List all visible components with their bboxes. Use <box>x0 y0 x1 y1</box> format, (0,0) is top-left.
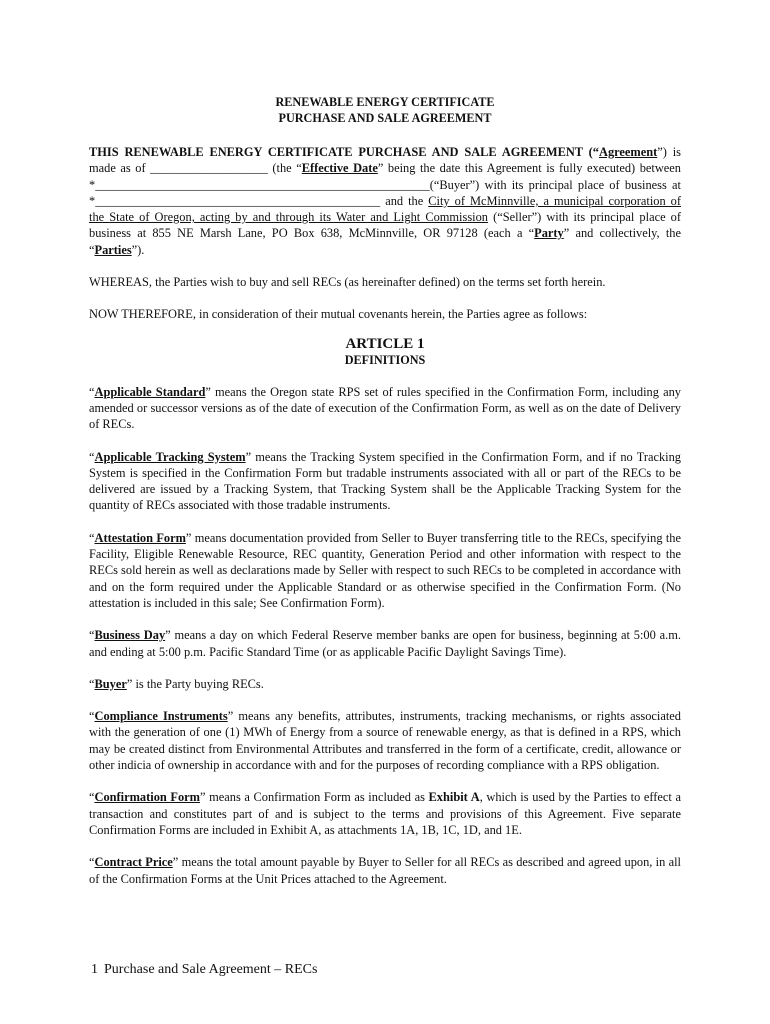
definition-text-a: ” means a Confirmation Form as included as <box>199 790 429 805</box>
intro-lead: THIS RENEWABLE ENERGY CERTIFICATE PURCHASE AND SALE AGREEMENT (“ <box>89 145 600 159</box>
term-confirmation-form: Confirmation Form <box>94 790 200 805</box>
definition-item <box>89 449 681 514</box>
title-line-1: RENEWABLE ENERGY CERTIFICATE <box>275 95 495 109</box>
definition-text: ” means a day on which Federal Reserve member banks are open for business, beginning at 5:00 a.m. and ending at 5:00 p.m. Pacific Standard Time (or as applicable Pacific Daylight Savings Time). <box>89 628 681 659</box>
intro-part-b: ”) is made as of ___________________ (the “ <box>89 145 681 176</box>
definition-item <box>89 676 681 692</box>
definition-term: Buyer <box>94 676 127 691</box>
intro-paragraph <box>89 144 681 258</box>
definition-term: Attestation Form <box>94 530 186 545</box>
document-body <box>89 95 681 887</box>
definition-term: Business Day <box>94 628 166 643</box>
open-quote: “ <box>89 855 95 870</box>
intro-part-e: ” and collectively, the “ <box>89 226 681 257</box>
article-heading <box>89 336 681 368</box>
definition-item <box>89 708 681 773</box>
exhibit-reference: Exhibit A <box>428 790 480 805</box>
definition-contract-price <box>89 854 681 887</box>
page-number: 1 <box>91 962 98 977</box>
definition-text: ” means any benefits, attributes, instruments, tracking mechanisms, or rights associated with the generation of one (1) MWh of Energy from a source of renewable energy, as that is defined in a RPS, which may be created distinct from Environmental Attributes and transferred in the form of a certificate, credit, allowance or other indicia of ownership in accordance with and for the purposes of recording compliance with a RPS obligation. <box>89 709 682 773</box>
article-name: DEFINITIONS <box>344 352 426 367</box>
definition-text: ” means documentation provided from Seller to Buyer transferring title to the RECs, specifying the Facility, Eligible Renewable Resource, REC quantity, Generation Period and other information with respect to the RECs sold herein as well as declarations made by Seller with respect to such RECs to be completed in accordance with and on the form required under the Applicable Standard or as otherwise specified in the Confirmation Form. (No attestation is included in this sale; See Confirmation Form). <box>89 530 681 610</box>
definition-item <box>89 384 681 433</box>
article-number: ARTICLE 1 <box>345 335 425 352</box>
definition-text: ” means the Oregon state RPS set of rules specified in the Confirmation Form, including any amended or successor versions as of the date of execution of the Confirmation Form, as well as on the date of Delivery of RECs. <box>89 384 681 432</box>
intro-part-c: ” being the date this Agreement is fully executed) between *______________________________________________________(“Buyer”) with its principal place of business at *______________________________________________ and the <box>89 161 681 208</box>
intro-part-d: (“Seller”) with its principal place of business at 855 NE Marsh Lane, PO Box 638, McMinnville, OR 97128 (each a “ <box>89 210 681 241</box>
footer-text: Purchase and Sale Agreement – RECs <box>104 962 318 977</box>
term-party: Party <box>534 226 564 241</box>
definition-term: Applicable Tracking System <box>94 449 246 464</box>
intro-part-f: ”). <box>131 242 145 257</box>
open-quote: “ <box>89 628 95 643</box>
whereas-paragraph: WHEREAS, the Parties wish to buy and sell RECs (as hereinafter defined) on the terms set forth herein. <box>89 275 606 290</box>
seller-name: City of McMinnville, a municipal corporation of the State of Oregon, acting by and through its Water and Light Commission <box>89 193 681 225</box>
definition-text-b: , which is used by the Parties to effect a transaction and constitutes part of and is subject to the terms and provisions of this Agreement. Five separate Confirmation Forms are included in Exhibit A, as attachments 1A, 1B, 1C, 1D, and 1E. <box>89 790 681 837</box>
definition-confirmation-form <box>89 789 681 838</box>
term-agreement: Agreement <box>599 145 658 159</box>
definition-term: Compliance Instruments <box>94 709 228 724</box>
definitions-list <box>89 384 681 774</box>
document-title <box>89 95 681 126</box>
page-footer <box>91 962 323 978</box>
open-quote: “ <box>89 384 95 399</box>
open-quote: “ <box>89 790 95 805</box>
open-quote: “ <box>89 709 95 724</box>
definition-term: Applicable Standard <box>94 384 206 399</box>
definition-item <box>89 627 681 660</box>
title-line-2: PURCHASE AND SALE AGREEMENT <box>278 110 492 125</box>
open-quote: “ <box>89 449 95 464</box>
term-contract-price: Contract Price <box>94 855 173 870</box>
term-parties: Parties <box>94 242 132 257</box>
term-effective-date: Effective Date <box>301 161 378 176</box>
definition-text: ” means the total amount payable by Buyer to Seller for all RECs as described and agreed upon, in all of the Confirmation Forms at the Unit Prices attached to the Agreement. <box>89 855 681 886</box>
open-quote: “ <box>89 530 95 545</box>
definition-item <box>89 530 681 611</box>
now-therefore-paragraph: NOW THEREFORE, in consideration of their mutual covenants herein, the Parties agree as follows: <box>89 307 588 322</box>
open-quote: “ <box>89 676 95 691</box>
definition-text: ” is the Party buying RECs. <box>126 676 264 691</box>
definition-text: ” means the Tracking System specified in the Confirmation Form, and if no Tracking System is specified in the Confirmation Form but tradable instruments associated with all or part of the RECs to be delivered are issued by a Tracking System, that Tracking System shall be the Applicable Tracking System for the quantity of RECs associated with those tradable instruments. <box>89 449 681 513</box>
